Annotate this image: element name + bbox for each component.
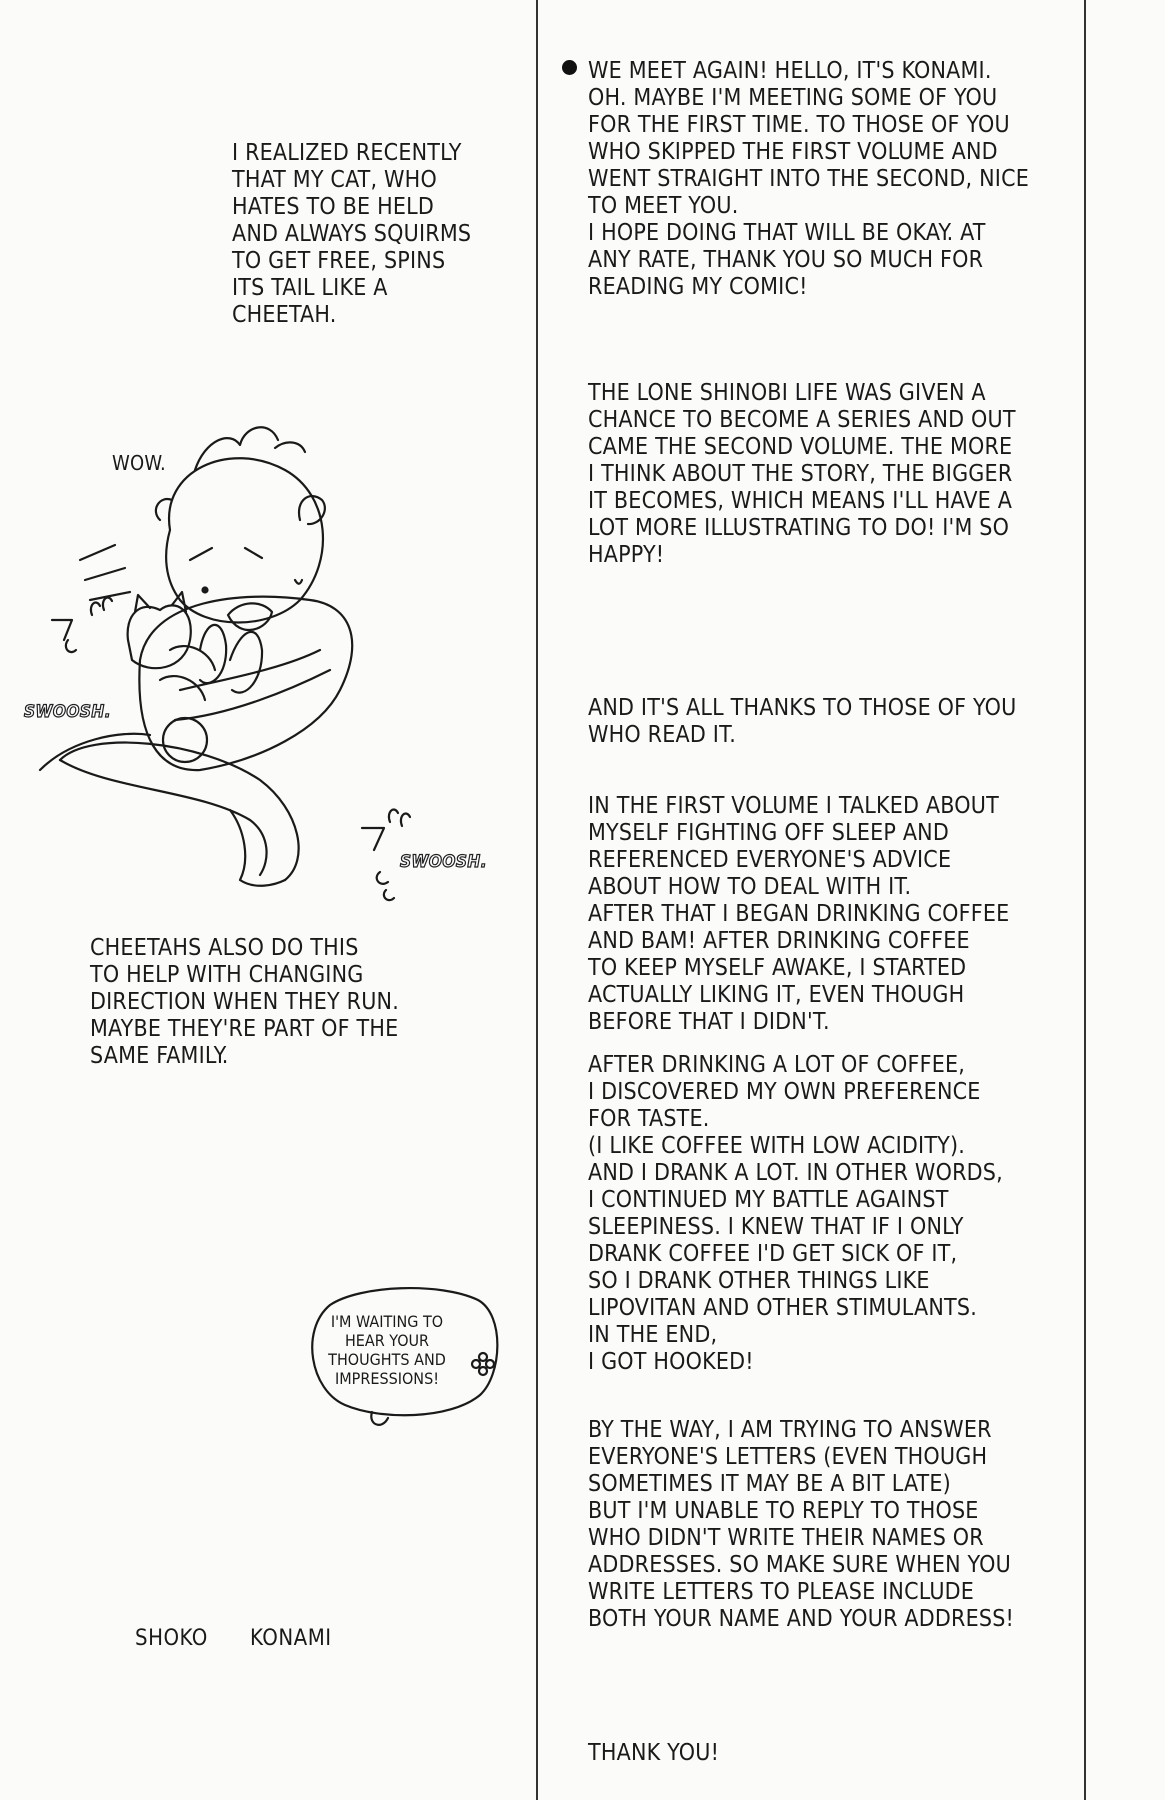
left-column-divider: [536, 0, 538, 1800]
letter-paragraph: AND IT'S ALL THANKS TO THOSE OF YOU WHO READ IT.: [588, 695, 1017, 748]
letter-paragraph: BY THE WAY, I AM TRYING TO ANSWER EVERYONE'S LETTERS (EVEN THOUGH SOMETIMES IT MAY BE A BIT LATE) BUT I'M UNABLE TO REPLY TO THOSE WHO DIDN'T WRITE THEIR NAMES OR ADDRESSES. SO MAKE SURE WHEN YOU WRITE LETTERS TO PLEASE INCLUDE BOTH YOUR NAME AND YOUR ADDRESS!: [588, 1417, 1015, 1632]
letter-paragraph: IN THE FIRST VOLUME I TALKED ABOUT MYSELF FIGHTING OFF SLEEP AND REFERENCED EVERYONE'S ADVICE ABOUT HOW TO DEAL WITH IT. AFTER THAT I BEGAN DRINKING COFFEE AND BAM! AFTER DRINKING COFFEE TO KEEP MYSELF AWAKE, I STARTED ACTUALLY LIKING IT, EVEN THOUGH BEFORE THAT I DIDN'T.: [588, 793, 1010, 1035]
signature-first-name: SHOKO: [135, 1626, 208, 1651]
speech-bubble-text: I'M WAITING TO HEAR YOUR THOUGHTS AND IMPRESSIONS!: [328, 1312, 446, 1388]
cat-note-text: I REALIZED RECENTLY THAT MY CAT, WHO HATES TO BE HELD AND ALWAYS SQUIRMS TO GET FREE, SPINS ITS TAIL LIKE A CHEETAH.: [232, 140, 472, 328]
swoosh-sfx-left: SWOOSH.: [24, 702, 112, 722]
author-and-cat-illustration: [0, 0, 536, 1800]
letter-paragraph: AFTER DRINKING A LOT OF COFFEE, I DISCOVERED MY OWN PREFERENCE FOR TASTE. (I LIKE COFFEE WITH LOW ACIDITY). AND I DRANK A LOT. IN OTHER WORDS, I CONTINUED MY BATTLE AGAINST SLEEPINESS. I KNEW THAT IF I ONLY DRANK COFFEE I'D GET SICK OF IT, SO I DRANK OTHER THINGS LIKE LIPOVITAN AND OTHER STIMULANTS. IN THE END, I GOT HOOKED!: [588, 1052, 1003, 1375]
signature-last-name: KONAMI: [250, 1626, 332, 1651]
letter-paragraph: WE MEET AGAIN! HELLO, IT'S KONAMI. OH. MAYBE I'M MEETING SOME OF YOU FOR THE FIRST TIME. TO THOSE OF YOU WHO SKIPPED THE FIRST VOLUME AND WENT STRAIGHT INTO THE SECOND, NICE TO MEET YOU. I HOPE DOING THAT WILL BE OKAY. AT ANY RATE, THANK YOU SO MUCH FOR READING MY COMIC!: [588, 58, 1029, 300]
wow-caption: WOW.: [112, 451, 166, 475]
right-column-divider: [1084, 0, 1086, 1800]
cheetah-note-text: CHEETAHS ALSO DO THIS TO HELP WITH CHANGING DIRECTION WHEN THEY RUN. MAYBE THEY'RE PART OF THE SAME FAMILY.: [90, 935, 399, 1069]
letter-paragraph: THE LONE SHINOBI LIFE WAS GIVEN A CHANCE TO BECOME A SERIES AND OUT CAME THE SECOND VOLUME. THE MORE I THINK ABOUT THE STORY, THE BIGGER IT BECOMES, WHICH MEANS I'LL HAVE A LOT MORE ILLUSTRATING TO DO! I'M SO HAPPY!: [588, 380, 1016, 568]
swoosh-sfx-right: SWOOSH.: [400, 852, 488, 872]
letter-closing: THANK YOU!: [588, 1740, 720, 1766]
bullet-dot: [562, 60, 577, 75]
